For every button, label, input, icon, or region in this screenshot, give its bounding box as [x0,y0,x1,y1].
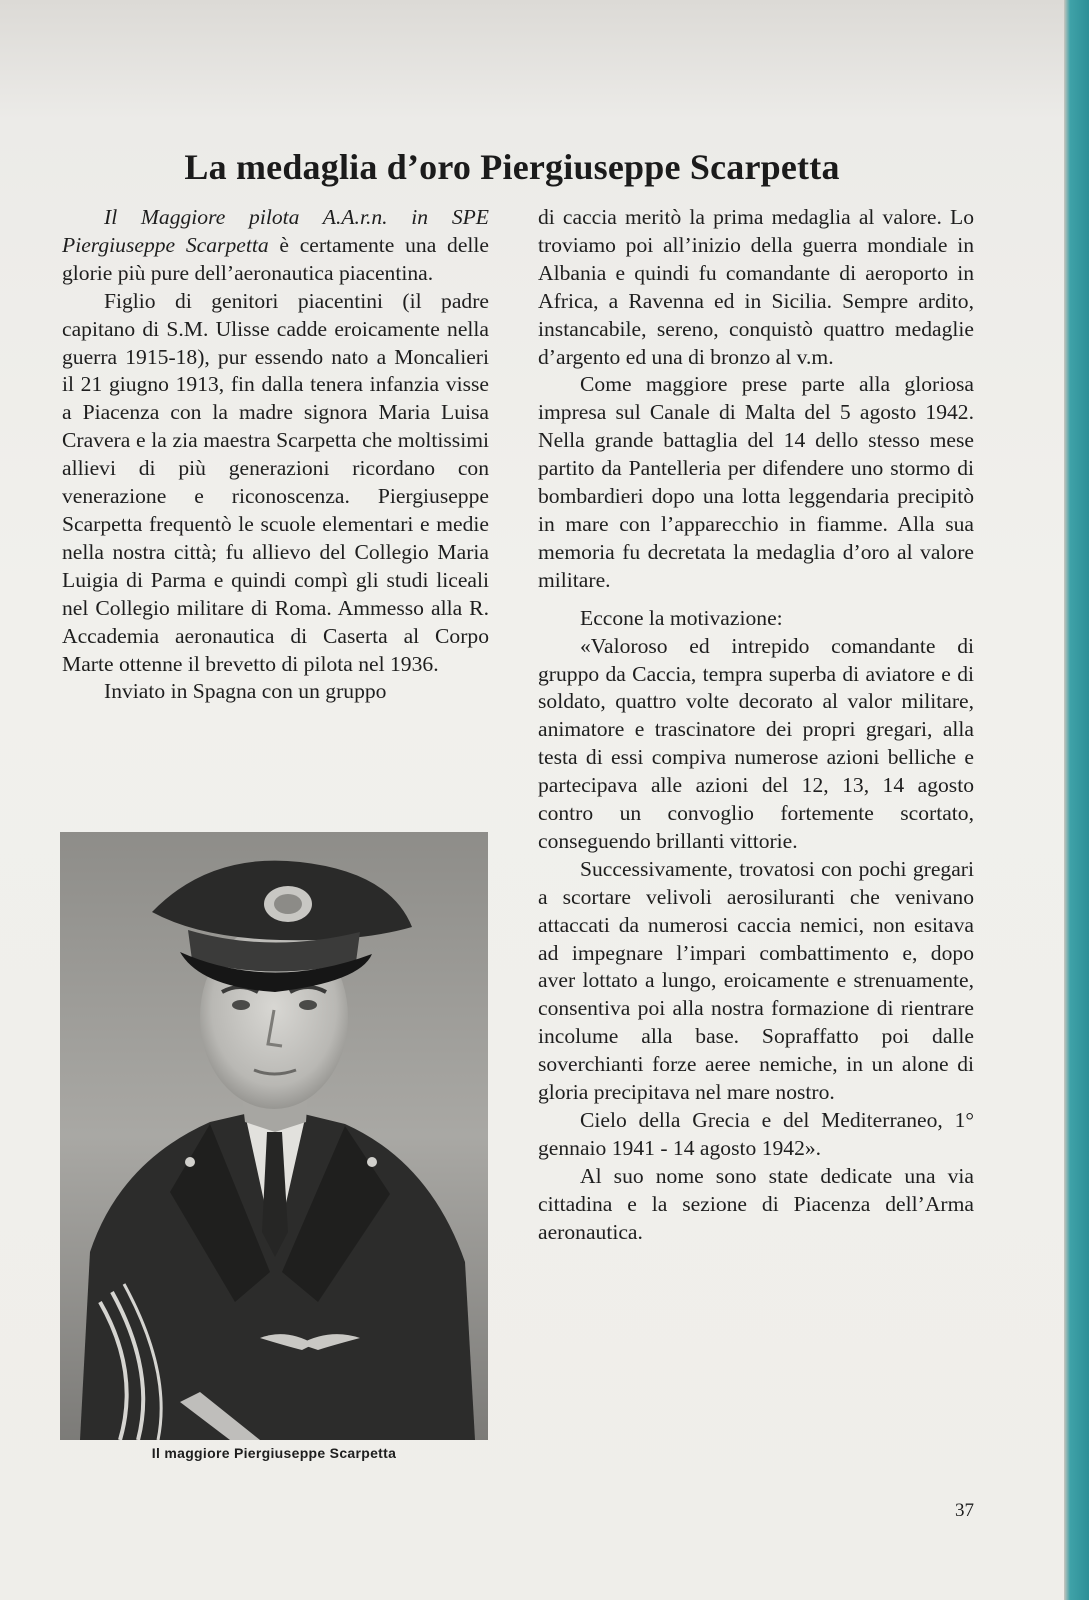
photo-caption: Il maggiore Piergiuseppe Scarpetta [151,1445,397,1461]
paragraph-intro [62,204,489,288]
paragraph-citation-2: Successivamente, trovatosi con pochi gregari a scortare velivoli aerosiluranti che venivano attaccati da numerosi caccia nemici, non esitava ad impegnare l’impari combattimento e, dopo aver lottato a lungo, eroicamente e strenuamente, consentiva poi alla nostra formazione di rientrare incolume alla base. Sopraffatto poi dalle soverchianti forze aeree nemiche, in un alone di gloria precipitava nel mare nostro. [538,856,974,1105]
portrait-illustration [60,832,488,1440]
paragraph-citation-date: Cielo della Grecia e del Mediterraneo, 1° gennaio 1941 - 14 agosto 1942». [538,1108,974,1160]
page-title: La medaglia d’oro Piergiuseppe Scarpetta [184,147,840,187]
left-column [62,204,489,706]
intro-text: è certamente una delle glorie più pure dell’aeronautica piacentina. [62,232,490,285]
page-number: 37 [955,1500,974,1521]
paragraph-spain: Inviato in Spagna con un gruppo [104,679,387,704]
paragraph-spain-continued: di caccia meritò la prima medaglia al valore. Lo troviamo poi all’inizio della guerra mondiale in Albania e quindi fu comandante di aeroporto in Africa, a Ravenna ed in Sicilia. Sempre ardito, instancabile, sereno, conquistò quattro medaglie d’argento ed una di bronzo al v.m. [538,205,974,369]
paragraph-motivation-heading: Eccone la motivazione: [580,605,783,630]
paragraph-malta: Come maggiore prese parte alla gloriosa impresa sul Canale di Malta del 5 agosto 1942. Nella grande battaglia del 14 dello stesso mese partito da Pantelleria per difendere uno stormo di bombardieri dopo una lotta leggendaria precipitò in mare con l’apparecchio in fiamme. Alla sua memoria fu decretata la medaglia d’oro al valore militare. [538,372,974,592]
paragraph-citation-1: «Valoroso ed intrepido comandante di gruppo da Caccia, tempra superba di aviatore e di soldato, quattro volte decorato al valor militare, animatore e trascinatore dei propri gregari, alla testa di essi compiva numerose azioni belliche e partecipava alle azioni del 12, 13, 14 agosto contro un convoglio fortemente scortato, conseguendo brillanti vittorie. [538,633,974,853]
paragraph-dedication: Al suo nome sono state dedicate una via cittadina e la sezione di Piacenza dell’Arma aeronautica. [538,1163,974,1244]
intro-italic-text: Il Maggiore pilota A.A.r.n. in SPE Piergiuseppe Scarpetta [62,205,489,257]
portrait-photo [60,832,488,1440]
paragraph-biography: Figlio di genitori piacentini (il padre capitano di S.M. Ulisse cadde eroicamente nella guerra 1915-18), pur essendo nato a Moncalieri il 21 giugno 1913, fin dalla tenera infanzia visse a Piacenza con la madre signora Maria Luisa Cravera e la zia maestra Scarpetta che moltissimi allievi di più generazioni ricordano con venerazione e riconoscenza. Piergiuseppe Scarpetta frequentò le scuole elementari e medie nella nostra città; fu allievo del Collegio Maria Luigia di Parma e quindi compì gli studi liceali nel Collegio militare di Roma. Ammesso alla R. Accademia aeronautica di Caserta al Corpo Marte ottenne il brevetto di pilota nel 1936. [62,288,489,676]
right-column [538,204,974,1247]
book-edge [1064,0,1089,1600]
